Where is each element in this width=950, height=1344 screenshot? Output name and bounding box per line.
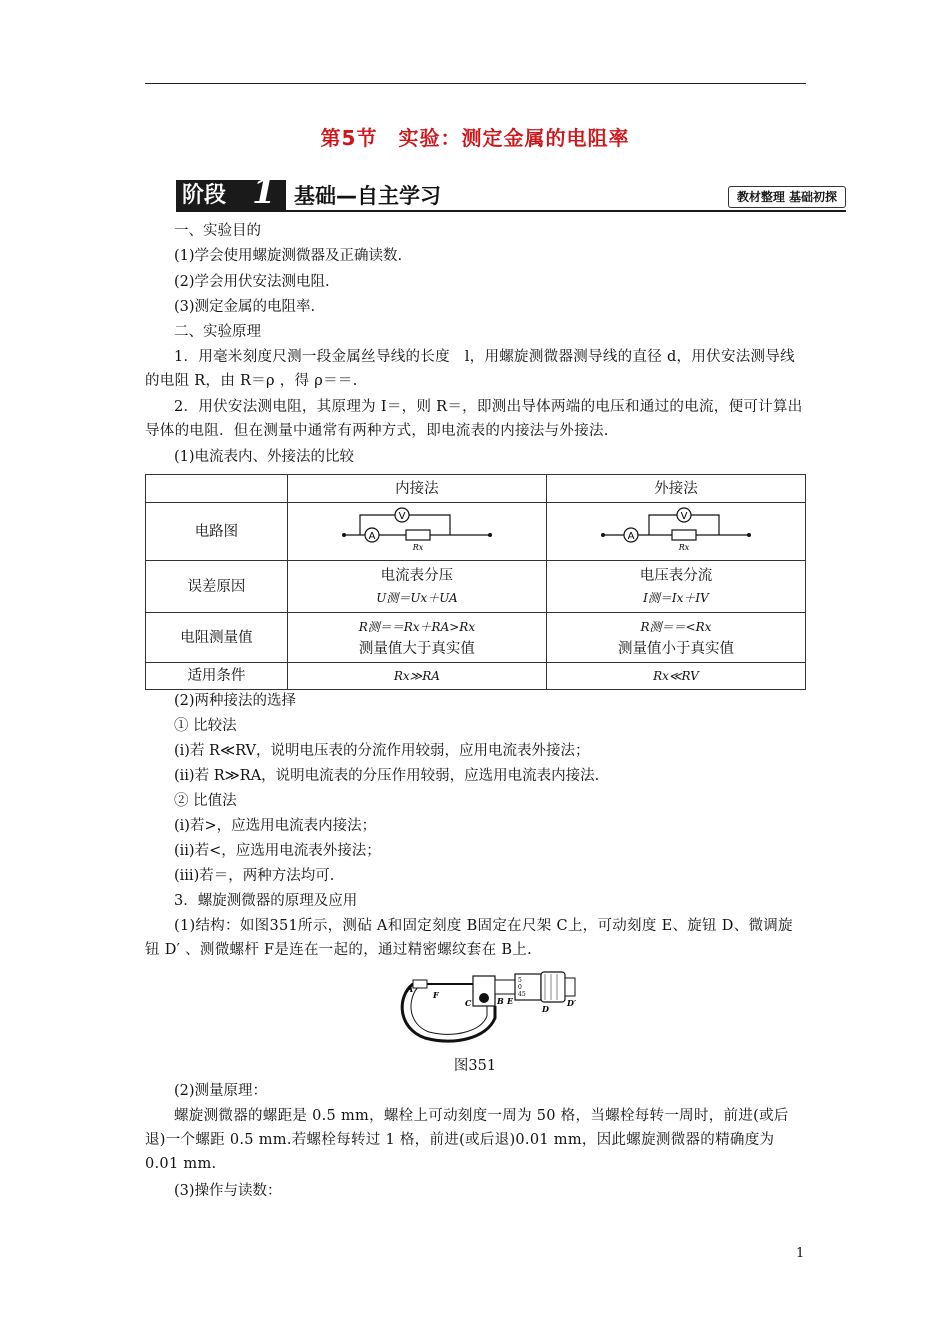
cell-text: 测量值小于真实值 [617, 640, 734, 657]
table-header: 内接法 [287, 475, 546, 503]
cell-text: 测量值大于真实值 [358, 640, 475, 657]
section-heading: 基础—自主学习 [294, 184, 441, 208]
paragraph: 1．用毫米刻度尺测一段金属丝导线的长度 l，用螺旋测微器测导线的直径 d，用伏安法测导线的电阻 R，由 R＝ρ ，得 ρ＝＝. [145, 349, 795, 389]
label-b: B [497, 996, 504, 1006]
text-line: (ⅱ)若 R≫RA，说明电流表的分压作用较弱，应选用电流表内接法. [174, 768, 600, 784]
cell-formula: R测＝＝<Rx [640, 619, 712, 634]
cell-text: 电流表分压 [380, 567, 454, 584]
table-cell [546, 561, 805, 613]
section-banner [176, 172, 846, 212]
comparison-table [145, 474, 806, 690]
table-cell [287, 561, 546, 613]
ammeter-label: A [368, 531, 376, 542]
label-a: A [407, 984, 414, 994]
paragraph: 螺旋测微器的螺距是 0.5 mm，螺栓上可动刻度一周为 50 格，当螺栓每转一周时，前进(或后退)一个螺距 0.5 mm.若螺栓每转过 1 格，前进(或后退)0.01 mm，因此螺旋测微器的精确度为 0.01 mm. [145, 1108, 789, 1172]
cell-formula: I测＝Ix＋IV [643, 590, 709, 605]
figure-caption: 图351 [453, 1058, 497, 1074]
page-title: 第5节 实验：测定金属的电阻率 [320, 126, 630, 150]
cell-text: 电压表分流 [639, 567, 713, 584]
inner-circuit-diagram [342, 505, 492, 551]
ammeter-label: A [627, 531, 635, 542]
table-cell [546, 613, 805, 663]
micrometer-figure [395, 966, 585, 1046]
text-line: (ⅱ)若<，应选用电流表外接法； [174, 843, 381, 859]
resistor-label: Rx [412, 543, 424, 551]
table-cell: 适用条件 [146, 663, 288, 690]
table-cell: 电路图 [146, 503, 288, 561]
table-row [146, 503, 806, 561]
table-row [146, 475, 806, 503]
table-header: 外接法 [546, 475, 805, 503]
scale-mark: 0 [518, 984, 522, 991]
table-cell [287, 503, 546, 561]
stage-label: 阶段 [182, 183, 227, 208]
section-tag: 教材整理 基础初探 [728, 186, 846, 208]
text-line: 一、实验目的 [174, 223, 261, 239]
label-f: F [433, 990, 439, 1000]
page-number: 1 [796, 1246, 805, 1261]
banner-rule [176, 210, 846, 212]
text-line: (3)操作与读数： [174, 1183, 282, 1199]
cell-formula: U测＝Ux＋UA [376, 590, 458, 605]
label-c: C [465, 998, 472, 1008]
text-line: (1)电流表内、外接法的比较 [174, 449, 355, 465]
label-d-prime: D′ [567, 998, 577, 1008]
table-cell [287, 613, 546, 663]
paragraph: (1)结构：如图351所示，测砧 A和固定刻度 B固定在尺架 C上，可动刻度 E、旋钮 D、微调旋钮 D′ 、测微螺杆 F是连在一起的，通过精密螺纹套在 B上. [145, 918, 793, 958]
text-line: (ⅲ)若＝，两种方法均可. [174, 868, 335, 884]
stage-number: 1 [252, 172, 276, 212]
voltmeter-label: V [398, 511, 406, 522]
cell-formula: R测＝＝Rx＋RA>Rx [358, 619, 476, 634]
table-cell [546, 503, 805, 561]
text-line: ② 比值法 [174, 793, 237, 809]
resistor-label: Rx [678, 543, 690, 551]
table-row [146, 561, 806, 613]
text-line: 二、实验原理 [174, 324, 261, 340]
text-line: (2)两种接法的选择 [174, 693, 297, 709]
label-e: E [507, 996, 514, 1006]
text-line: (3)测定金属的电阻率. [174, 299, 316, 315]
text-line: 3．螺旋测微器的原理及应用 [174, 893, 358, 909]
outer-circuit-diagram [601, 505, 751, 551]
label-d: D [542, 1004, 549, 1014]
text-line: (ⅰ)若 R≪RV，说明电压表的分流作用较弱，应用电流表外接法； [174, 743, 590, 759]
scale-mark: 5 [518, 977, 522, 984]
table-cell: 电阻测量值 [146, 613, 288, 663]
stage-badge [176, 172, 286, 212]
text-line: (2)测量原理： [174, 1083, 268, 1099]
voltmeter-label: V [680, 511, 688, 522]
text-line: (1)学会使用螺旋测微器及正确读数. [174, 248, 403, 264]
header-rule [145, 83, 806, 84]
table-cell: Rx≪RV [546, 663, 805, 690]
text-line: (ⅰ)若>，应选用电流表内接法； [174, 818, 377, 834]
text-line: ① 比较法 [174, 718, 237, 734]
table-cell: Rx≫RA [287, 663, 546, 690]
scale-mark: 45 [518, 991, 526, 998]
table-cell: 误差原因 [146, 561, 288, 613]
paragraph: 2．用伏安法测电阻，其原理为 I＝，则 R＝，即测出导体两端的电压和通过的电流，便可计算出导体的电阻．但在测量中通常有两种方式，即电流表的内接法与外接法. [145, 399, 803, 439]
text-line: (2)学会用伏安法测电阻. [174, 274, 330, 290]
table-row [146, 613, 806, 663]
table-header [146, 475, 288, 503]
table-row [146, 663, 806, 690]
